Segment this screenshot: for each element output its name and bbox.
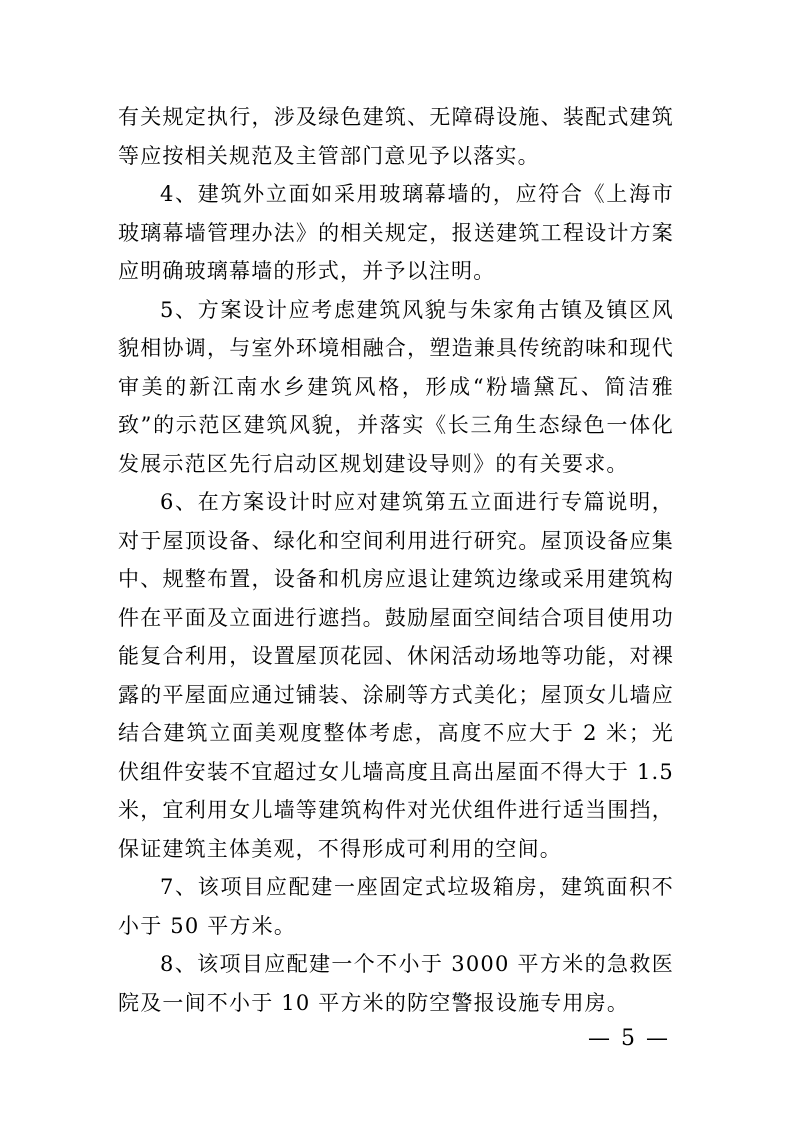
paragraph-item-8: 8、该项目应配建一个不小于 3000 平方米的急救医院及一间不小于 10 平方米的防空警报设施专用房。 [118, 952, 674, 1015]
page-number: — 5 — [588, 1026, 670, 1051]
paragraph-item-5: 5、方案设计应考虑建筑风貌与朱家角古镇及镇区风貌相协调，与室外环境相融合，塑造兼具传统韵味和现代审美的新江南水乡建筑风格，形成“粉墙黛瓦、简洁雅致”的示范区建筑风貌，并落实《长三角生态绿色一体化发展示范区先行启动区规划建设导则》的有关要求。 [118, 297, 674, 476]
paragraph-item-4: 4、建筑外立面如采用玻璃幕墙的，应符合《上海市玻璃幕墙管理办法》的相关规定，报送建筑工程设计方案应明确玻璃幕墙的形式，并予以注明。 [118, 182, 674, 283]
paragraph-item-6: 6、在方案设计时应对建筑第五立面进行专篇说明，对于屋顶设备、绿化和空间利用进行研究。屋顶设备应集中、规整布置，设备和机房应退让建筑边缘或采用建筑构件在平面及立面进行遮挡。鼓励屋面空间结合项目使用功能复合利用，设置屋顶花园、休闲活动场地等功能，对裸露的平屋面应通过铺装、涂刷等方式美化；屋顶女儿墙应结合建筑立面美观度整体考虑，高度不应大于 2 米；光伏组件安装不宜超过女儿墙高度且高出屋面不得大于 1.5 米，宜利用女儿墙等建筑构件对光伏组件进行适当围挡，保证建筑主体美观，不得形成可利用的空间。 [118, 490, 674, 861]
paragraph-item-7: 7、该项目应配建一座固定式垃圾箱房，建筑面积不小于 50 平方米。 [118, 875, 674, 938]
document-body [118, 98, 674, 1022]
paragraph-continuation: 有关规定执行，涉及绿色建筑、无障碍设施、装配式建筑等应按相关规范及主管部门意见予以落实。 [118, 105, 674, 168]
